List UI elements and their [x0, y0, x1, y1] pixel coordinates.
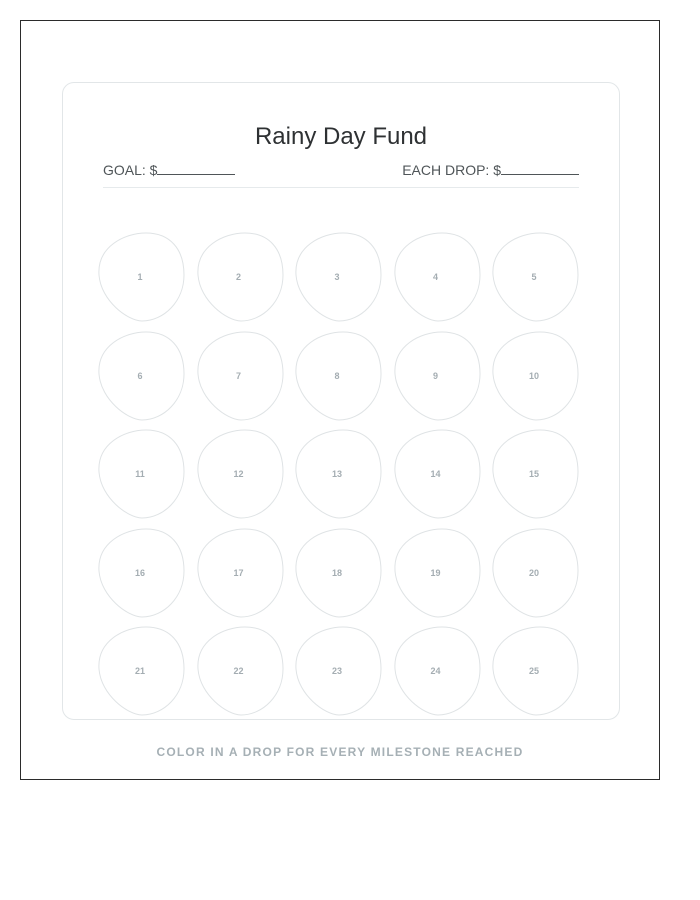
goal-blank-line: [157, 161, 235, 175]
drop-number: 20: [528, 567, 539, 578]
drop-cell[interactable]: [193, 527, 285, 619]
drop-number: 19: [430, 567, 441, 578]
drop-number: 21: [134, 666, 145, 676]
drop-number: 7: [235, 370, 241, 381]
drop-cell[interactable]: [94, 428, 186, 520]
drop-number: 4: [432, 272, 438, 282]
drop-number: 23: [331, 666, 342, 676]
page-title: Rainy Day Fund: [254, 123, 428, 150]
drop-cell[interactable]: [291, 330, 383, 422]
drop-cell[interactable]: [390, 625, 482, 717]
drop-cell[interactable]: [291, 527, 383, 619]
drop-number: 11: [135, 469, 145, 479]
header-divider: [103, 187, 579, 188]
drop-number: 10: [528, 370, 539, 381]
drop-cell[interactable]: [193, 428, 285, 520]
drop-cell[interactable]: [193, 330, 285, 422]
drop-number: 3: [334, 272, 340, 282]
drop-cell[interactable]: [291, 625, 383, 717]
drop-number: 24: [430, 666, 441, 676]
footer-instruction: COLOR IN A DROP FOR EVERY MILESTONE REACHED: [156, 745, 524, 759]
drop-cell[interactable]: [291, 231, 383, 323]
drop-number: 9: [432, 370, 438, 381]
drop-number: 22: [233, 666, 244, 676]
drop-number: 14: [430, 469, 441, 479]
drop-cell[interactable]: [94, 625, 186, 717]
drop-cell[interactable]: [94, 231, 186, 323]
drop-number: 5: [531, 272, 537, 282]
each-drop-field: [402, 161, 579, 179]
drop-cell[interactable]: [390, 231, 482, 323]
goal-label: GOAL: $: [103, 162, 158, 178]
drop-cell[interactable]: [390, 330, 482, 422]
goal-field: [103, 161, 235, 179]
drop-number: 25: [528, 666, 539, 676]
drop-number: 2: [235, 272, 241, 282]
each-drop-label: EACH DROP: $: [402, 162, 501, 178]
drop-cell[interactable]: [488, 625, 580, 717]
each-drop-blank-line: [501, 161, 579, 175]
chart-sheet: [20, 20, 660, 780]
drop-cell[interactable]: [390, 527, 482, 619]
drop-grid: [94, 231, 584, 721]
drop-number: 12: [233, 469, 244, 479]
chart-card: [62, 82, 620, 720]
drop-cell[interactable]: [488, 330, 580, 422]
drop-cell[interactable]: [94, 527, 186, 619]
drop-cell[interactable]: [291, 428, 383, 520]
drop-cell[interactable]: [390, 428, 482, 520]
drop-number: 6: [137, 370, 143, 381]
drop-cell[interactable]: [193, 625, 285, 717]
drop-number: 17: [233, 567, 244, 578]
drop-number: 15: [528, 469, 539, 479]
drop-number: 13: [331, 469, 342, 479]
drop-cell[interactable]: [488, 527, 580, 619]
drop-cell[interactable]: [488, 428, 580, 520]
drop-cell[interactable]: [488, 231, 580, 323]
drop-cell[interactable]: [193, 231, 285, 323]
drop-number: 16: [134, 567, 145, 578]
drop-number: 8: [334, 370, 340, 381]
drop-number: 18: [331, 567, 342, 578]
drop-number: 1: [137, 272, 143, 282]
drop-cell[interactable]: [94, 330, 186, 422]
